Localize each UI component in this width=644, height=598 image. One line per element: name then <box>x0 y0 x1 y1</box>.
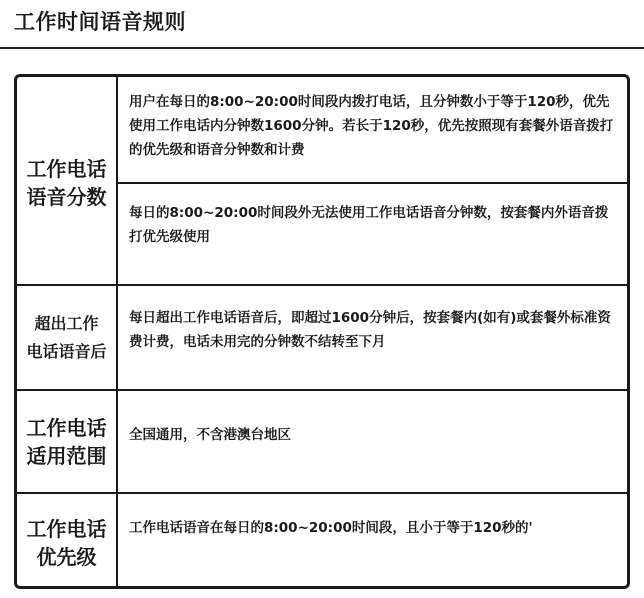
row-content <box>118 391 627 492</box>
row-voice-minutes <box>17 77 627 284</box>
row-label-line: 优先级 <box>36 545 97 569</box>
rule-text: 工作电话语音在每日的8:00~20:00时间段，且小于等于120秒的' <box>129 520 533 536</box>
row-content <box>118 77 627 284</box>
row-scope <box>17 389 627 492</box>
row-over-limit <box>17 284 627 389</box>
row-priority <box>17 492 627 589</box>
row-label <box>17 494 118 589</box>
title-divider <box>0 47 644 49</box>
row-label-line: 超出工作 <box>34 313 99 333</box>
row-label-line: 工作电话 <box>26 415 107 440</box>
row-label-line: 工作电话 <box>26 517 107 541</box>
row-label-line: 电话语音后 <box>26 341 107 361</box>
row-label-line: 工作电话 <box>26 156 107 181</box>
rule-text: 每日超出工作电话语音后，即超过1600分钟后，按套餐内(如有)或套餐外标准资费计费，电话未用完的分钟数不结转至下月 <box>129 310 611 350</box>
page-title: 工作时间语音规则 <box>14 10 186 34</box>
row-label <box>17 286 118 389</box>
row-label-line: 语音分数 <box>26 184 107 209</box>
rules-table <box>14 74 630 589</box>
row-content <box>118 494 627 589</box>
rule-text: 每日的8:00~20:00时间段外无法使用工作电话语音分钟数，按套餐内外语音拨打优先级使用 <box>118 182 627 284</box>
row-label <box>17 77 118 284</box>
row-label-line: 适用范围 <box>26 443 107 468</box>
rule-text: 全国通用，不含港澳台地区 <box>129 427 291 443</box>
rule-text: 用户在每日的8:00~20:00时间段内拨打电话，且分钟数小于等于120秒，优先使用工作电话内分钟数1600分钟。若长于120秒，优先按照现有套餐外语音拨打的优先级和语音分钟数和计费 <box>129 94 614 158</box>
row-label <box>17 391 118 492</box>
row-content <box>118 286 627 389</box>
